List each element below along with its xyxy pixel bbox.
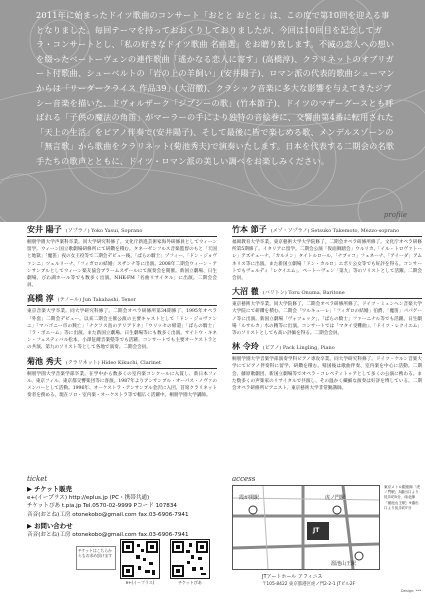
performer-bio: 福岡教育大学卒業。東京藝術大学大学院修了。二期会オペラ研修所修了。文化庁オペラ研修所第5期修了。イタリアに留学。二期会公演「仮面舞踏会」ウルリカ、「イル・トロヴァトーレ」アズチェーナ、「カルメン」タイトルロール、「ナブッコ」フェネーナ、「アイーダ」アムネリス等に出演。また新国立劇場「ドン・カルロ」エボリ公女等でも好評を得る。コンサートでもヴェルディ「レクイエム」、ベートーヴェン「第九」等のソリストとして活躍。二期会会員。 [232, 240, 422, 282]
design-credit: Design: *** [400, 589, 421, 593]
qr-code-icon[interactable] [170, 539, 210, 579]
map-label-toranomon: 虎ノ門駅 [325, 495, 346, 501]
profile-lin [232, 341, 422, 392]
inquiry-title: お問い合わせ [34, 522, 73, 530]
performer-bio: 桐朋学園大学音楽学部卒業。在学中から数多くの室内楽コンクールに入賞し、新日本フィル、東京フィル、東京都交響楽団等に客演。1987年よりアンサンブル・オーパス・ノヴァのメンバーとして活動。1996年、オーケストラ・アンサンブル金沢に入団、首席クラリネット奏者を務める。現在ソロ・室内楽・オーケストラ等で幅広く活躍中。桐朋学園大学講師。 [27, 371, 217, 399]
inquiry-icon: ▶ [27, 522, 35, 530]
profiles-right-column [232, 224, 422, 396]
performer-name: 竹本 節子 [232, 225, 267, 234]
map-label-tameike: 溜池山王駅 [331, 561, 357, 567]
profiles-left-column [27, 224, 217, 403]
qr-note: チケットはこちらからもお求め頂けます [76, 546, 116, 570]
profile-kikuchi [27, 356, 217, 400]
qr-codes [120, 539, 210, 586]
performer-name: 安井 陽子 [27, 225, 62, 234]
profile-takemoto [232, 224, 422, 282]
ticket-title: チケット販売 [34, 485, 72, 493]
map-directions: 東京メトロ銀座線「虎ノ門駅」3番出口より徒歩約5分、南北線「溜池山王駅」9番出口より徒歩約7分 [384, 485, 420, 510]
qr-caption: e+(イープラス) [125, 580, 155, 585]
performer-name: 大沼 徹 [232, 287, 259, 297]
hall-name: JTアートホール アフィニス [262, 574, 323, 580]
performer-name: 菊池 秀夫 [27, 356, 62, 366]
performer-bio: 東京音楽大学卒業。同大学研究科修了。二期会オペラ研修所第34期修了、1995年オペラ「外套」二期会デビュー。以来二期会主催公演の主要キャストとして「ドン・ジョヴァンニ」「マハゴニー市の興亡」「ナクソス島のアリアドネ」「ウリッセの帰還」「ばらの騎士」「ラ・ボエーム」等に出演。また新国立劇場、日生劇場等にも数多く出演。サイトウ・キネン・フェスティバル松本、小澤征爾音楽塾等でも活躍。コンサートでも主要オーケストラとの共演、第九のソリスト等として各地で演奏。二期会会員。 [27, 309, 217, 351]
performer-role: (メゾ・ソプラノ) Setsuko Takemoto, Mezzo-soprano [270, 228, 400, 234]
performer-role: (バリトン) Toru Onuma, Baritone [262, 290, 345, 297]
performer-bio: 東京藝術大学卒業。同大学院修了。二期会オペラ研修所修了。ドイツ・ミュンヘン音楽大学大学院にて研鑽を積む。二期会「ワルキューレ」「フィガロの結婚」伯爵、「魔笛」パパゲーノ等に出演。新国立劇場「ヴォツェック」、「ばらの騎士」ファーニナル等でも活躍。日生劇場「ルサルカ」水の精等に出演。コンサートでは「マタイ受難曲」、「ドイツ・レクイエム」等のソリストとしても高い評価を得る。二期会会員。 [232, 302, 422, 337]
profile-heading: profile [383, 211, 407, 219]
profile-takahashi [27, 293, 217, 351]
performer-name: 林 令玲 [232, 342, 259, 352]
ticket-icon: ▶ [27, 485, 35, 493]
qr-eplus[interactable] [120, 539, 160, 586]
hall-address: 〒105-8422 東京都港区虎ノ門2-2-1 JTビル2F [262, 582, 356, 587]
qr-pia[interactable] [170, 539, 210, 586]
intro-header [0, 0, 425, 222]
intro-text: 2011年に始まったドイツ歌曲のコンサート「おとと おとと」は、この度で第10回を迎える事となりました。毎回テーマを持っておおくりしておりましたが、今回は10回目を記念してガラ・コンサートとし、「私の好きなドイツ歌曲 名曲選」をお贈り致します。不滅の恋人への想いを綴ったベートーヴェンの連作歌曲「遙かなる恋人に寄す」(高橋淳)、クラリネットのオブリガート付歌曲、シューベルトの「岩の上の羊飼い」(安井陽子)、ロマン派の代表的歌曲シューマンからは「リーダークライス 作品39」(大沼徹)、クラシック音楽に多大な影響を与えてきたジプシー音楽を描いた、ドヴォルザーク「ジプシーの歌」(竹本節子)、ドイツのマザーグースとも呼ばれる「子供の魔法の角笛」がマーラーの手により独特の音絵巻に、交響曲第4番に転用された「天上の生活」をピアノ伴奏で(安井陽子)、そして最後に皆で楽しめる歌、メンデルスゾーンの「無言歌」から歌曲をクラリネット(菊池秀夫)で演奏いたします。日本を代表する二期会の名歌手たちの歌声とともに、ドイツ・ロマン派の美しい調べをお楽しみください。 [36, 10, 395, 166]
access-map[interactable] [232, 485, 380, 570]
performer-name: 高橋 淳 [27, 294, 54, 304]
profile-yasui [27, 224, 217, 289]
performer-role: (クラリネット) Hideo Kikuchi, Clarinet [65, 359, 161, 366]
profile-onuma [232, 286, 422, 337]
otomeya-info[interactable]: 音音(おとね)工房 otonekobo@gmail.com fax.03-6906-7941 [27, 511, 189, 518]
performer-role: (ピアノ) Pack Lingling, Piano [262, 345, 335, 352]
ticket-info [27, 485, 217, 539]
inquiry-info[interactable]: 音音(おとね)工房 otonekobo@gmail.com fax.03-6906-7941 [27, 531, 189, 538]
performer-bio: 桐朋学園大学声楽科卒業。同大学研究科修了。文化庁新進芸術家海外研修員としてウィーン留学。ウィーン国立歌劇場研修所にて研鑽を積む。タネーゼンフルス音楽監督のもと「天国と地獄」「魔笛」夜の女王役等で二期会デビュー後、「ばらの騎士」ゾフィー、「ドン・ジョヴァンニ」ツェルリーナ、「フィガロの結婚」スザンナ等に出演。2008年二期会ウィーン・アンサンブルとしてウィーン楽友協会ブラームスザールにて演奏会を開催。新国立劇場、日生劇場、びわ湖ホール等でも数多く出演。NHK-FM「名曲リサイタル」に出演。二期会会員。 [27, 240, 217, 289]
map-label-kasumigaseki: 霞が関駅 [239, 495, 260, 501]
access-heading: access [232, 475, 256, 483]
eplus-info[interactable]: e+(イープラス) http://eplus.jp (PC・携帯共通) [27, 494, 150, 501]
ticket-heading: ticket [27, 475, 48, 483]
performer-role: (ソプラノ) Yoko Yasui, Soprano [65, 228, 143, 234]
qr-caption: チケットぴあ [178, 580, 202, 585]
qr-code-icon[interactable] [120, 539, 160, 579]
performer-bio: 桐朋学園大学音楽学部演奏学科ピアノ専攻卒業。同大学研究科修了。ドイツ・ケルン音楽大学にてピアノ伴奏科に留学、研鑽を積む。帰国後は歌曲伴奏、室内楽を中心に活動。二期会、藤原歌劇団、新国立劇場等でオペラ・コレペティトゥアとして多くの公演に携わる。また数多くの声楽家のリサイタルで共演し、その温かく繊細な演奏は好評を博している。二期会オペラ研修所ピアニスト、東京藝術大学非常勤講師。 [232, 357, 422, 392]
pia-info[interactable]: チケットぴあ t.pia.jp Tel.0570-02-9999 Pコード 107834 [27, 503, 177, 509]
map-label-jt: JT [313, 527, 320, 534]
performer-role: (テノール) Jun Takahashi, Tenor [57, 297, 136, 304]
